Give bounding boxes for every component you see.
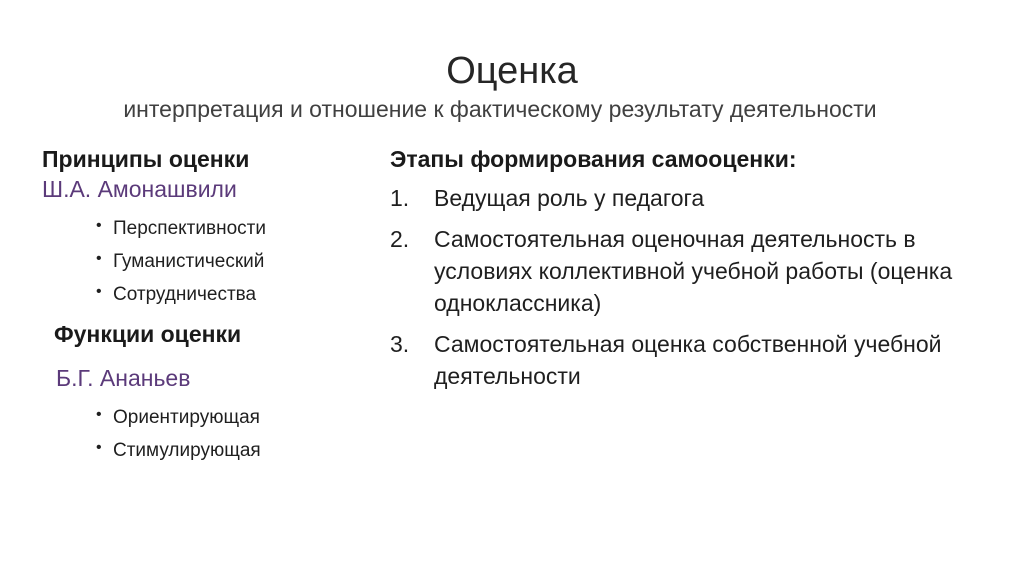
functions-list (42, 401, 372, 467)
list-item (96, 212, 372, 245)
list-item (390, 182, 990, 214)
list-item (96, 245, 372, 278)
bullet-icon: • (96, 250, 102, 267)
functions-heading: Функции оценки (54, 321, 242, 347)
list-item-label: Стимулирующая (113, 440, 261, 461)
step-number: 3. (390, 331, 410, 357)
bullet-icon: • (96, 406, 102, 423)
step-number: 2. (390, 226, 410, 252)
list-item (96, 278, 372, 311)
slide-subtitle: интерпретация и отношение к фактическому результату деятельности (123, 96, 877, 122)
step-text: Ведущая роль у педагога (434, 185, 705, 211)
list-item (390, 328, 990, 392)
list-item-label: Ориентирующая (113, 407, 260, 428)
stages-heading: Этапы формирования самооценки: (390, 146, 797, 172)
step-number: 1. (390, 185, 410, 211)
list-item (96, 434, 372, 467)
bullet-icon: • (96, 283, 102, 300)
principles-list (42, 212, 372, 311)
principles-heading: Принципы оценки (42, 146, 250, 172)
list-item-label: Перспективности (113, 218, 266, 239)
bullet-icon: • (96, 439, 102, 456)
step-text: Самостоятельная оценка собственной учебной деятельности (434, 331, 942, 389)
list-item (390, 223, 990, 319)
right-column (390, 144, 990, 401)
functions-author: Б.Г. Ананьев (56, 365, 191, 391)
left-column (42, 144, 372, 467)
list-item-label: Гуманистический (113, 251, 265, 272)
principles-author: Ш.А. Амонашвили (42, 176, 237, 202)
slide-title: Оценка (446, 50, 578, 92)
stages-list (390, 182, 990, 392)
list-item-label: Сотрудничества (113, 284, 257, 305)
bullet-icon: • (96, 217, 102, 234)
step-text: Самостоятельная оценочная деятельность в условиях коллективной учебной работы (оценка одноклассника) (434, 226, 953, 316)
list-item (96, 401, 372, 434)
